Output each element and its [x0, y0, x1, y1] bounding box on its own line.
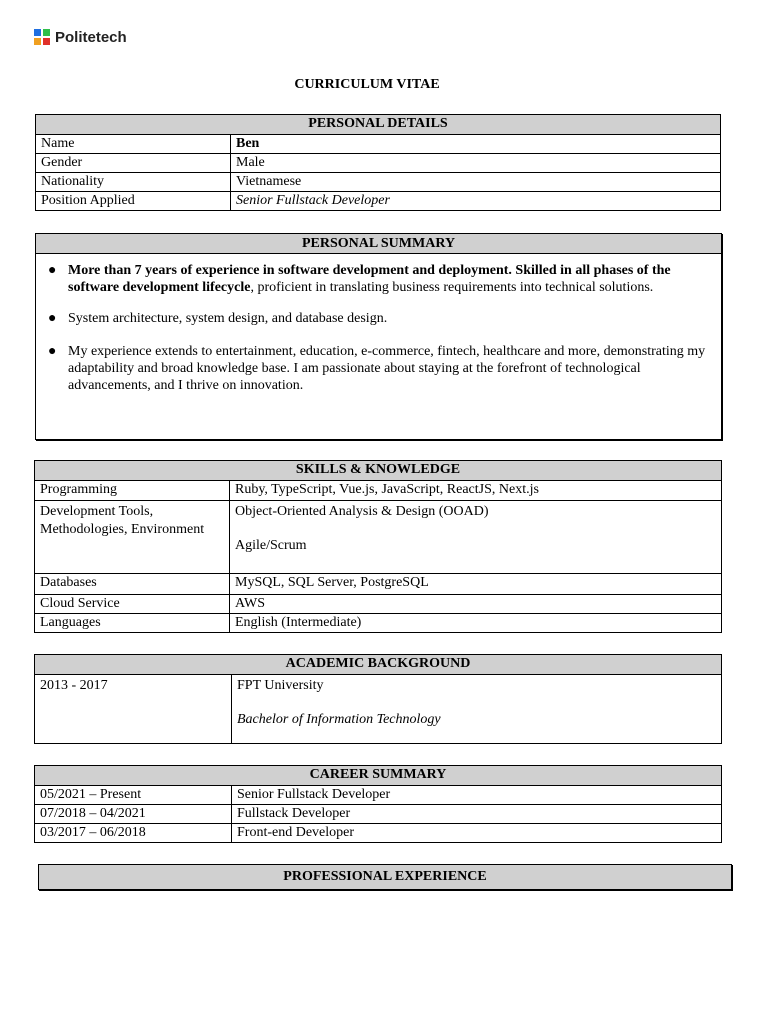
summary-text: My experience extends to entertainment, education, e-commerce, fintech, healthcare and more, demonstrating my adaptability and broad knowledge base. I am passionate about staying at the forefront of technological advancements, and I thrive on innovation. [68, 344, 706, 393]
summary-text: System architecture, system design, and database design. [68, 311, 388, 326]
career-heading: CAREER SUMMARY [35, 766, 722, 786]
career-role: Senior Fullstack Developer [232, 786, 722, 805]
brand-name: Politetech [55, 29, 127, 46]
career-role: Fullstack Developer [232, 805, 722, 824]
skill-value: MySQL, SQL Server, PostgreSQL [230, 574, 722, 595]
bullet-icon: ● [48, 344, 57, 359]
skills-heading: SKILLS & KNOWLEDGE [35, 461, 722, 481]
document-title: CURRICULUM VITAE [294, 77, 440, 92]
detail-value: Senior Fullstack Developer [231, 192, 721, 211]
table-row [35, 824, 722, 843]
list-item [48, 343, 713, 394]
skill-value [230, 501, 722, 574]
table-row [36, 154, 721, 173]
skill-label: Programming [35, 481, 230, 501]
skill-label: Development Tools, Methodologies, Environment [35, 501, 230, 574]
table-row [35, 595, 722, 614]
personal-details-table [35, 114, 721, 211]
academic-table [34, 654, 722, 744]
detail-label: Name [36, 135, 231, 154]
skill-label: Languages [35, 614, 230, 633]
table-row [35, 481, 722, 501]
skill-value: AWS [230, 595, 722, 614]
detail-value: Male [231, 154, 721, 173]
personal-summary-section [35, 233, 722, 440]
detail-label: Nationality [36, 173, 231, 192]
skills-table [34, 460, 722, 633]
summary-text: , proficient in translating business requirements into technical solutions. [250, 280, 654, 295]
bullet-icon: ● [48, 263, 57, 278]
career-role: Front-end Developer [232, 824, 722, 843]
table-row [35, 574, 722, 595]
detail-label: Position Applied [36, 192, 231, 211]
career-period: 03/2017 – 06/2018 [35, 824, 232, 843]
detail-value: Ben [231, 135, 721, 154]
table-row [35, 786, 722, 805]
detail-value: Vietnamese [231, 173, 721, 192]
academic-degree: Bachelor of Information Technology [237, 712, 441, 727]
table-row [35, 805, 722, 824]
table-row [36, 173, 721, 192]
detail-label: Gender [36, 154, 231, 173]
logo-icon [34, 29, 51, 46]
skill-value: Ruby, TypeScript, Vue.js, JavaScript, ReactJS, Next.js [230, 481, 722, 501]
academic-school: FPT University [237, 678, 324, 693]
skill-value-line: Agile/Scrum [235, 538, 307, 553]
academic-heading: ACADEMIC BACKGROUND [35, 655, 722, 675]
skill-value-line: Object-Oriented Analysis & Design (OOAD) [235, 504, 489, 519]
list-item [48, 310, 713, 327]
academic-detail [232, 675, 722, 744]
personal-summary-heading: PERSONAL SUMMARY [36, 234, 721, 254]
academic-period: 2013 - 2017 [35, 675, 232, 744]
career-table [34, 765, 722, 843]
table-row [36, 192, 721, 211]
skill-label: Cloud Service [35, 595, 230, 614]
summary-bold-text: More than 7 years of experience in software development and deployment. Skilled in all phases of the software development lifecycle [68, 263, 671, 295]
career-period: 05/2021 – Present [35, 786, 232, 805]
table-row [36, 135, 721, 154]
table-row [35, 675, 722, 744]
personal-details-heading: PERSONAL DETAILS [36, 115, 721, 135]
list-item [48, 262, 713, 296]
table-row [35, 614, 722, 633]
professional-experience-heading: PROFESSIONAL EXPERIENCE [38, 864, 732, 890]
career-period: 07/2018 – 04/2021 [35, 805, 232, 824]
table-row [35, 501, 722, 574]
skill-label: Databases [35, 574, 230, 595]
brand-logo [34, 29, 127, 46]
summary-list [36, 254, 721, 394]
skill-value: English (Intermediate) [230, 614, 722, 633]
bullet-icon: ● [48, 311, 57, 326]
